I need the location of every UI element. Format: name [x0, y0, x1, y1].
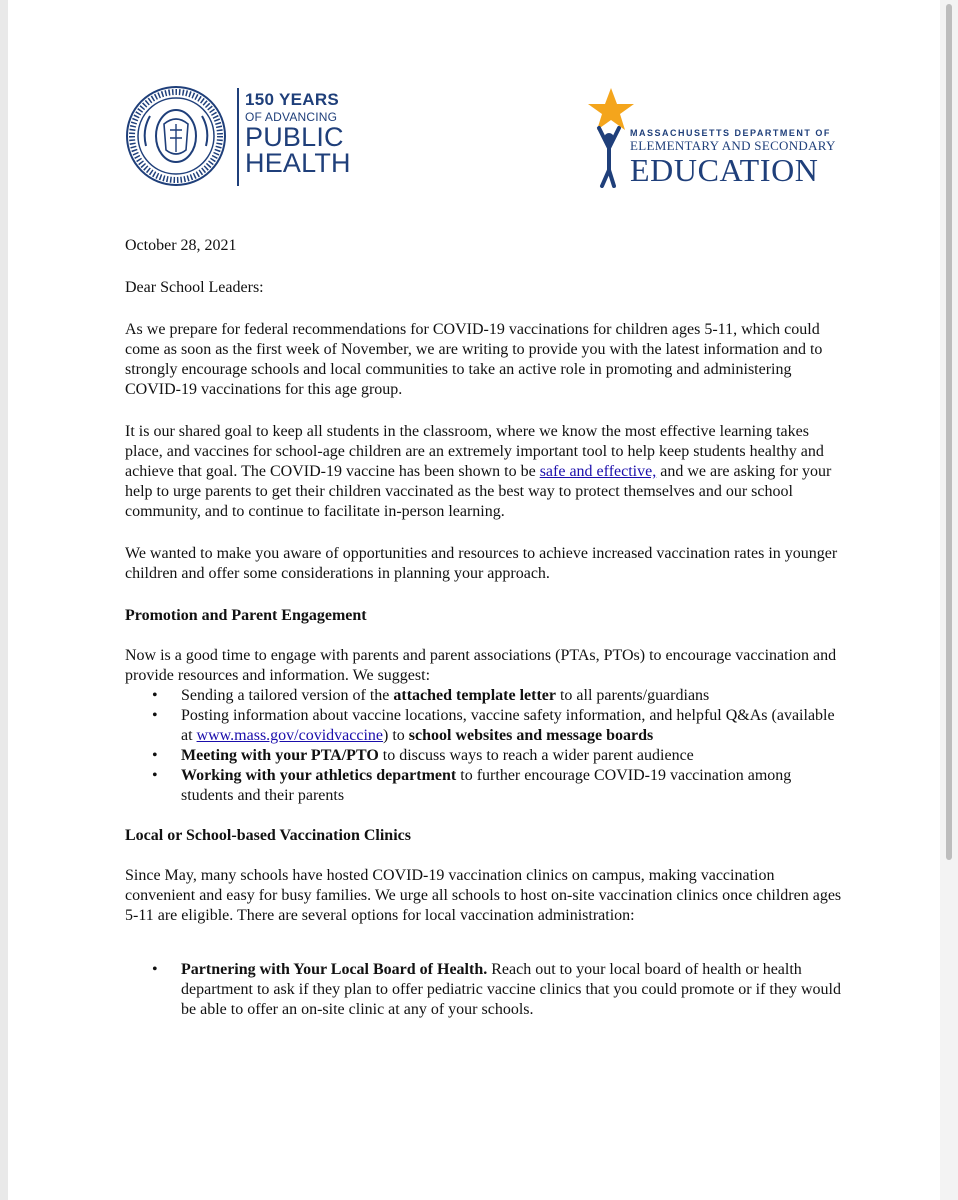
list-item-text: Posting information about vaccine locations, vaccine safety information, and helpful Q&As (available at	[181, 707, 835, 744]
paragraph-1: As we prepare for federal recommendations for COVID-19 vaccinations for children ages 5-11, which could come as soon as the first week of November, we are writing to provide you with the latest information and to strongly encourage schools and local communities to take an active role in promoting and administering COVID-19 vaccinations for this age group.	[125, 321, 823, 398]
list-item	[125, 706, 845, 746]
bullet-icon: •	[152, 961, 158, 978]
dph-wordmark	[245, 90, 351, 176]
list-item-text: Reach out to your local board of health or health department to ask if they plan to offer pediatric vaccine clinics that you could promote or if they would be able to offer an on-site clinic at any of your schools.	[181, 961, 841, 1018]
list-item-text: Sending a tailored version of the	[181, 687, 394, 704]
letter-page	[8, 0, 940, 1200]
list-item-bold: Meeting with your PTA/PTO	[181, 747, 379, 764]
dph-health: HEALTH	[245, 148, 351, 178]
list-item	[125, 746, 845, 766]
paragraph-3: We wanted to make you aware of opportunities and resources to achieve increased vaccination rates in younger children and offer some considerations in planning your approach.	[125, 545, 838, 582]
list-item-text: ) to	[383, 727, 409, 744]
list-item-bold: attached template letter	[393, 687, 556, 704]
letter-date: October 28, 2021	[125, 237, 237, 254]
heading-promotion: Promotion and Parent Engagement	[125, 607, 367, 624]
list-item	[125, 960, 845, 1020]
list-item	[125, 686, 845, 706]
list-item-text: to further encourage COVID-19 vaccination among students and their parents	[181, 767, 792, 804]
paragraph-2-text-b: and we are asking for your help to urge parents to get their children vaccinated as the best way to protect themselves and our school community, and to continue to facilitate in-person learning.	[125, 463, 832, 520]
list-item	[125, 766, 845, 806]
spacer	[125, 948, 845, 960]
scrollbar-thumb[interactable]	[946, 4, 952, 860]
list-item-text: to discuss ways to reach a wider parent audience	[378, 747, 694, 764]
dph-years: 150 YEARS	[245, 90, 340, 109]
vertical-scrollbar[interactable]	[940, 0, 958, 1200]
clinic-options-list	[125, 960, 845, 1020]
dph-advancing: OF ADVANCING	[245, 110, 338, 124]
heading-clinics: Local or School-based Vaccination Clinics	[125, 827, 411, 844]
dph-seal-icon	[124, 84, 228, 188]
bullet-icon: •	[152, 687, 158, 704]
dese-dept-line: MASSACHUSETTS DEPARTMENT OF	[630, 128, 831, 138]
covidvaccine-link[interactable]: www.mass.gov/covidvaccine	[196, 727, 384, 744]
letter-body	[125, 236, 845, 1020]
list-item-text: to all parents/guardians	[555, 687, 710, 704]
list-item-bold: Working with your athletics department	[181, 767, 457, 784]
dph-public: PUBLIC	[245, 122, 344, 152]
dph-logo-divider	[237, 88, 239, 186]
bullet-icon: •	[152, 707, 158, 724]
safe-effective-link[interactable]: safe and effective,	[539, 463, 657, 480]
bullet-icon: •	[152, 767, 158, 784]
list-item-bold: Partnering with Your Local Board of Health.	[181, 961, 488, 978]
paragraph-5: Since May, many schools have hosted COVID-19 vaccination clinics on campus, making vaccination convenient and easy for busy families. We urge all schools to host on-site vaccination clinics once children ages 5-11 are eligible. There are several options for local vaccination administration:	[125, 867, 842, 924]
paragraph-2-text-a: It is our shared goal to keep all students in the classroom, where we know the most effective learning takes place, and vaccines for school-age children are an extremely important tool to help keep students healthy and achieve that goal. The COVID-19 vaccine has been shown to be	[125, 423, 824, 480]
dese-wordmark	[630, 128, 836, 187]
suggestion-list	[125, 686, 845, 806]
list-item-bold: school websites and message boards	[408, 727, 654, 744]
bullet-icon: •	[152, 747, 158, 764]
paragraph-2	[125, 422, 845, 522]
paragraph-4: Now is a good time to engage with parents and parent associations (PTAs, PTOs) to encourage vaccination and provide resources and information. We suggest:	[125, 647, 837, 684]
dese-education-line: EDUCATION	[630, 152, 819, 188]
letter-salutation: Dear School Leaders:	[125, 279, 264, 296]
dese-elementary-line: ELEMENTARY AND SECONDARY	[630, 138, 836, 153]
